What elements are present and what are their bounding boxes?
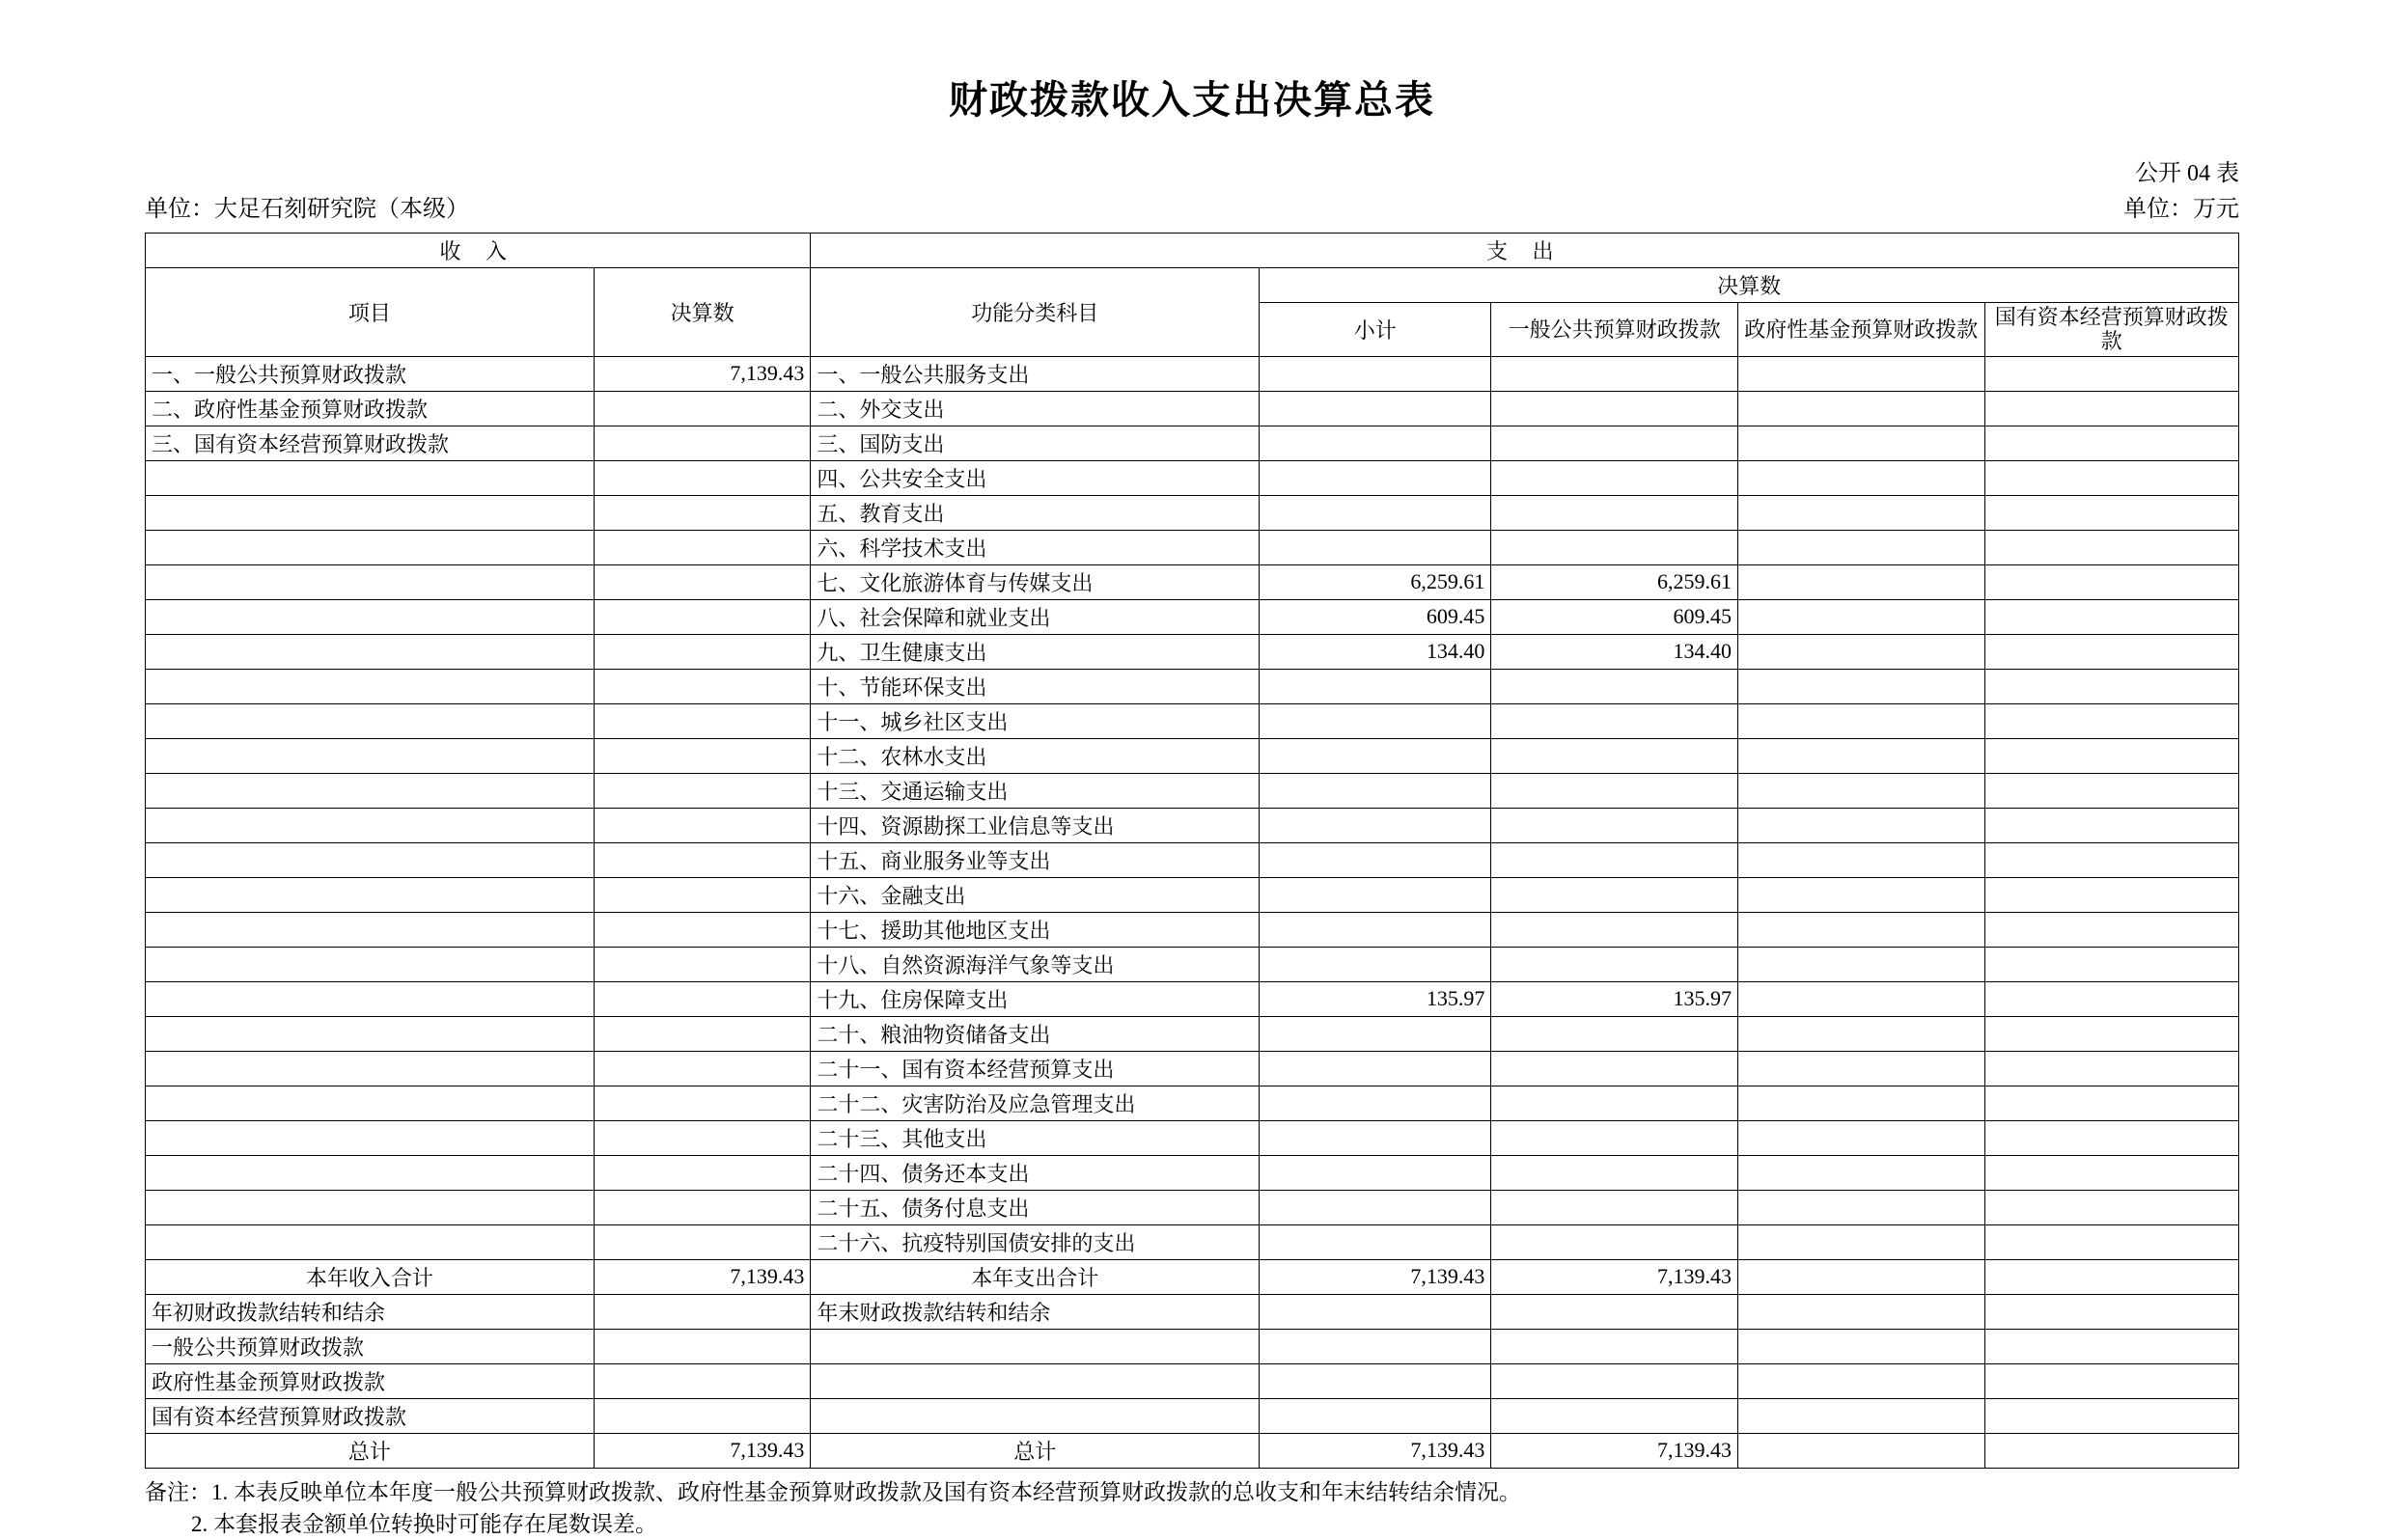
- income-item-label: 二、政府性基金预算财政拨款: [146, 391, 595, 426]
- expense-category-label: 二十二、灾害防治及应急管理支出: [811, 1086, 1260, 1120]
- expense-state-value: [1984, 564, 2238, 599]
- summary-expense-label: [811, 1329, 1260, 1363]
- expense-general-value: [1491, 460, 1738, 495]
- income-item-label: [146, 599, 595, 634]
- expense-state-value: [1984, 495, 2238, 530]
- income-item-label: [146, 634, 595, 669]
- expense-general-value: 6,259.61: [1491, 564, 1738, 599]
- expense-category-label: 二十三、其他支出: [811, 1120, 1260, 1155]
- expense-subtotal-value: [1260, 912, 1491, 947]
- expense-state-value: [1984, 912, 2238, 947]
- income-item-value: [594, 1016, 811, 1051]
- table-row: [146, 1155, 2239, 1190]
- expense-subtotal-value: 609.45: [1260, 599, 1491, 634]
- income-item-label: [146, 1051, 595, 1086]
- expense-state-value: [1984, 1190, 2238, 1224]
- income-item-label: [146, 1120, 595, 1155]
- expense-subtotal-value: 6,259.61: [1260, 564, 1491, 599]
- expense-subtotal-value: [1260, 1051, 1491, 1086]
- table-row: [146, 981, 2239, 1016]
- expense-subtotal-value: [1260, 808, 1491, 842]
- summary-state-value: [1984, 1363, 2238, 1398]
- income-item-label: 三、国有资本经营预算财政拨款: [146, 426, 595, 460]
- table-summary-row: [146, 1294, 2239, 1329]
- income-item-value: [594, 530, 811, 564]
- summary-income-label: 国有资本经营预算财政拨款: [146, 1398, 595, 1433]
- expense-general-value: [1491, 1155, 1738, 1190]
- summary-state-value: [1984, 1433, 2238, 1468]
- summary-general-value: [1491, 1329, 1738, 1363]
- page-title: 财政拨款收入支出决算总表: [949, 78, 1435, 122]
- summary-subtotal-value: 7,139.43: [1260, 1433, 1491, 1468]
- expense-general-value: [1491, 356, 1738, 391]
- header-item: 项目: [146, 268, 595, 357]
- table-summary-row: [146, 1329, 2239, 1363]
- income-item-value: [594, 981, 811, 1016]
- expense-state-value: [1984, 1016, 2238, 1051]
- expense-general-value: 134.40: [1491, 634, 1738, 669]
- expense-category-label: 十八、自然资源海洋气象等支出: [811, 947, 1260, 981]
- table-row: [146, 912, 2239, 947]
- expense-general-value: [1491, 669, 1738, 703]
- summary-subtotal-value: [1260, 1398, 1491, 1433]
- table-section-header-row: [146, 234, 2239, 268]
- table-row: [146, 773, 2239, 808]
- table-row: [146, 634, 2239, 669]
- summary-state-value: [1984, 1329, 2238, 1363]
- summary-expense-label: [811, 1398, 1260, 1433]
- summary-general-value: [1491, 1363, 1738, 1398]
- summary-subtotal-value: 7,139.43: [1260, 1259, 1491, 1294]
- table-row: [146, 530, 2239, 564]
- expense-subtotal-value: [1260, 1190, 1491, 1224]
- table-row: [146, 391, 2239, 426]
- expense-category-label: 二、外交支出: [811, 391, 1260, 426]
- table-row: [146, 808, 2239, 842]
- income-item-label: [146, 981, 595, 1016]
- income-item-label: [146, 1224, 595, 1259]
- expense-fund-value: [1737, 1190, 1984, 1224]
- expense-state-value: [1984, 1155, 2238, 1190]
- header-general-public: 一般公共预算财政拨款: [1491, 303, 1738, 357]
- expense-fund-value: [1737, 738, 1984, 773]
- expense-general-value: [1491, 1190, 1738, 1224]
- expense-fund-value: [1737, 356, 1984, 391]
- expense-state-value: [1984, 356, 2238, 391]
- financial-table: [145, 233, 2239, 1469]
- income-item-label: [146, 773, 595, 808]
- header-subtotal: 小计: [1260, 303, 1491, 357]
- expense-general-value: [1491, 391, 1738, 426]
- expense-general-value: [1491, 738, 1738, 773]
- expense-fund-value: [1737, 912, 1984, 947]
- expense-fund-value: [1737, 599, 1984, 634]
- expense-state-value: [1984, 738, 2238, 773]
- expense-category-label: 五、教育支出: [811, 495, 1260, 530]
- note-line-2: 2. 本套报表金额单位转换时可能存在尾数误差。: [191, 1511, 657, 1536]
- income-item-label: [146, 530, 595, 564]
- expense-fund-value: [1737, 703, 1984, 738]
- income-item-value: [594, 703, 811, 738]
- header-state-capital: 国有资本经营预算财政拨款: [1984, 303, 2238, 357]
- table-row: [146, 1086, 2239, 1120]
- income-item-label: [146, 669, 595, 703]
- expense-fund-value: [1737, 1016, 1984, 1051]
- income-item-label: [146, 1190, 595, 1224]
- income-item-value: [594, 495, 811, 530]
- expense-state-value: [1984, 773, 2238, 808]
- expense-general-value: [1491, 808, 1738, 842]
- expense-general-value: [1491, 703, 1738, 738]
- summary-general-value: 7,139.43: [1491, 1259, 1738, 1294]
- expense-subtotal-value: [1260, 495, 1491, 530]
- expense-category-label: 十二、农林水支出: [811, 738, 1260, 773]
- expense-fund-value: [1737, 634, 1984, 669]
- expense-category-label: 十五、商业服务业等支出: [811, 842, 1260, 877]
- table-row: [146, 426, 2239, 460]
- expense-general-value: [1491, 912, 1738, 947]
- expense-subtotal-value: [1260, 1155, 1491, 1190]
- table-row: [146, 495, 2239, 530]
- income-item-label: [146, 460, 595, 495]
- summary-income-value: [594, 1398, 811, 1433]
- expense-category-label: 十、节能环保支出: [811, 669, 1260, 703]
- expense-fund-value: [1737, 426, 1984, 460]
- expense-subtotal-value: 135.97: [1260, 981, 1491, 1016]
- expense-fund-value: [1737, 564, 1984, 599]
- summary-expense-label: [811, 1363, 1260, 1398]
- expense-subtotal-value: [1260, 669, 1491, 703]
- table-row: [146, 877, 2239, 912]
- expense-general-value: [1491, 530, 1738, 564]
- summary-income-value: [594, 1294, 811, 1329]
- expense-subtotal-value: [1260, 703, 1491, 738]
- table-row: [146, 599, 2239, 634]
- header-gov-fund: 政府性基金预算财政拨款: [1737, 303, 1984, 357]
- expense-general-value: [1491, 1086, 1738, 1120]
- expense-category-label: 八、社会保障和就业支出: [811, 599, 1260, 634]
- summary-general-value: [1491, 1398, 1738, 1433]
- expense-category-label: 三、国防支出: [811, 426, 1260, 460]
- income-item-value: [594, 391, 811, 426]
- income-item-label: [146, 1016, 595, 1051]
- income-item-value: [594, 912, 811, 947]
- table-row: [146, 842, 2239, 877]
- summary-income-label: 年初财政拨款结转和结余: [146, 1294, 595, 1329]
- expense-fund-value: [1737, 773, 1984, 808]
- income-item-value: [594, 1155, 811, 1190]
- expense-general-value: [1491, 947, 1738, 981]
- income-item-label: [146, 703, 595, 738]
- summary-expense-label: 本年支出合计: [811, 1259, 1260, 1294]
- income-item-value: [594, 947, 811, 981]
- income-item-value: [594, 426, 811, 460]
- summary-fund-value: [1737, 1363, 1984, 1398]
- income-item-label: [146, 842, 595, 877]
- summary-income-label: 一般公共预算财政拨款: [146, 1329, 595, 1363]
- income-item-value: [594, 842, 811, 877]
- expense-state-value: [1984, 877, 2238, 912]
- expense-general-value: 135.97: [1491, 981, 1738, 1016]
- expense-subtotal-value: [1260, 530, 1491, 564]
- expense-general-value: [1491, 773, 1738, 808]
- expense-state-value: [1984, 391, 2238, 426]
- income-item-label: [146, 1086, 595, 1120]
- expense-category-label: 二十一、国有资本经营预算支出: [811, 1051, 1260, 1086]
- summary-general-value: 7,139.43: [1491, 1433, 1738, 1468]
- income-item-value: [594, 634, 811, 669]
- expense-state-value: [1984, 426, 2238, 460]
- income-item-label: [146, 947, 595, 981]
- table-row: [146, 703, 2239, 738]
- expense-category-label: 四、公共安全支出: [811, 460, 1260, 495]
- sheet-number: 公开 04 表: [2135, 161, 2239, 186]
- expense-subtotal-value: [1260, 391, 1491, 426]
- table-header-row-1: [146, 268, 2239, 303]
- table-row: [146, 1190, 2239, 1224]
- expense-fund-value: [1737, 1224, 1984, 1259]
- expense-subtotal-value: [1260, 356, 1491, 391]
- income-item-value: [594, 738, 811, 773]
- income-item-label: [146, 564, 595, 599]
- income-item-label: [146, 1155, 595, 1190]
- expense-category-label: 二十、粮油物资储备支出: [811, 1016, 1260, 1051]
- expense-subtotal-value: [1260, 426, 1491, 460]
- unit-name: 单位：大足石刻研究院（本级）: [145, 197, 469, 222]
- expense-state-value: [1984, 947, 2238, 981]
- summary-income-label: 政府性基金预算财政拨款: [146, 1363, 595, 1398]
- summary-income-label: 总计: [146, 1433, 595, 1468]
- income-item-label: [146, 877, 595, 912]
- income-item-value: [594, 1190, 811, 1224]
- summary-expense-label: 年末财政拨款结转和结余: [811, 1294, 1260, 1329]
- income-item-value: [594, 1051, 811, 1086]
- expense-state-value: [1984, 1120, 2238, 1155]
- table-row: [146, 947, 2239, 981]
- income-item-value: [594, 1120, 811, 1155]
- expense-subtotal-value: [1260, 1224, 1491, 1259]
- table-row: [146, 356, 2239, 391]
- income-item-label: [146, 808, 595, 842]
- table-row: [146, 564, 2239, 599]
- header-final-amount-group: 决算数: [1260, 268, 2239, 303]
- income-item-label: [146, 495, 595, 530]
- summary-state-value: [1984, 1398, 2238, 1433]
- table-summary-row: [146, 1259, 2239, 1294]
- expense-category-label: 十九、住房保障支出: [811, 981, 1260, 1016]
- expense-category-label: 七、文化旅游体育与传媒支出: [811, 564, 1260, 599]
- expense-category-label: 二十六、抗疫特别国债安排的支出: [811, 1224, 1260, 1259]
- expense-fund-value: [1737, 460, 1984, 495]
- expense-general-value: [1491, 1016, 1738, 1051]
- income-item-label: [146, 738, 595, 773]
- summary-income-value: [594, 1363, 811, 1398]
- summary-fund-value: [1737, 1294, 1984, 1329]
- expense-fund-value: [1737, 1155, 1984, 1190]
- table-row: [146, 1016, 2239, 1051]
- section-income-header: 收 入: [146, 234, 811, 268]
- summary-income-value: 7,139.43: [594, 1259, 811, 1294]
- expense-fund-value: [1737, 530, 1984, 564]
- expense-subtotal-value: [1260, 1016, 1491, 1051]
- summary-income-value: [594, 1329, 811, 1363]
- table-row: [146, 669, 2239, 703]
- expense-category-label: 十三、交通运输支出: [811, 773, 1260, 808]
- income-item-value: [594, 599, 811, 634]
- expense-state-value: [1984, 981, 2238, 1016]
- summary-fund-value: [1737, 1259, 1984, 1294]
- expense-subtotal-value: [1260, 738, 1491, 773]
- expense-subtotal-value: 134.40: [1260, 634, 1491, 669]
- expense-category-label: 二十四、债务还本支出: [811, 1155, 1260, 1190]
- expense-category-label: 六、科学技术支出: [811, 530, 1260, 564]
- expense-general-value: [1491, 842, 1738, 877]
- expense-fund-value: [1737, 981, 1984, 1016]
- expense-general-value: [1491, 1224, 1738, 1259]
- expense-subtotal-value: [1260, 947, 1491, 981]
- expense-general-value: [1491, 1051, 1738, 1086]
- expense-general-value: [1491, 877, 1738, 912]
- expense-fund-value: [1737, 1086, 1984, 1120]
- expense-category-label: 一、一般公共服务支出: [811, 356, 1260, 391]
- summary-subtotal-value: [1260, 1294, 1491, 1329]
- expense-fund-value: [1737, 947, 1984, 981]
- expense-state-value: [1984, 634, 2238, 669]
- expense-category-label: 十七、援助其他地区支出: [811, 912, 1260, 947]
- summary-state-value: [1984, 1259, 2238, 1294]
- notes: [145, 1476, 2239, 1540]
- header-final-amount: 决算数: [594, 268, 811, 357]
- summary-subtotal-value: [1260, 1363, 1491, 1398]
- expense-fund-value: [1737, 1051, 1984, 1086]
- expense-state-value: [1984, 1224, 2238, 1259]
- income-item-value: [594, 877, 811, 912]
- expense-subtotal-value: [1260, 773, 1491, 808]
- expense-category-label: 九、卫生健康支出: [811, 634, 1260, 669]
- expense-subtotal-value: [1260, 842, 1491, 877]
- expense-subtotal-value: [1260, 1120, 1491, 1155]
- expense-subtotal-value: [1260, 877, 1491, 912]
- income-item-value: [594, 669, 811, 703]
- header-function-category: 功能分类科目: [811, 268, 1260, 357]
- income-item-value: [594, 460, 811, 495]
- summary-subtotal-value: [1260, 1329, 1491, 1363]
- note-line-1: 备注：1. 本表反映单位本年度一般公共预算财政拨款、政府性基金预算财政拨款及国有资本经营预算财政拨款的总收支和年末结转结余情况。: [145, 1479, 1521, 1504]
- income-item-label: [146, 912, 595, 947]
- expense-subtotal-value: [1260, 460, 1491, 495]
- table-summary-row: [146, 1363, 2239, 1398]
- expense-fund-value: [1737, 495, 1984, 530]
- table-row: [146, 1051, 2239, 1086]
- expense-general-value: 609.45: [1491, 599, 1738, 634]
- expense-state-value: [1984, 669, 2238, 703]
- expense-state-value: [1984, 808, 2238, 842]
- income-item-value: [594, 564, 811, 599]
- expense-category-label: 十四、资源勘探工业信息等支出: [811, 808, 1260, 842]
- expense-state-value: [1984, 842, 2238, 877]
- summary-fund-value: [1737, 1433, 1984, 1468]
- summary-fund-value: [1737, 1329, 1984, 1363]
- section-expense-header: 支 出: [811, 234, 2239, 268]
- expense-state-value: [1984, 1051, 2238, 1086]
- expense-subtotal-value: [1260, 1086, 1491, 1120]
- table-row: [146, 1224, 2239, 1259]
- table-row: [146, 738, 2239, 773]
- expense-general-value: [1491, 1120, 1738, 1155]
- summary-income-value: 7,139.43: [594, 1433, 811, 1468]
- income-item-label: 一、一般公共预算财政拨款: [146, 356, 595, 391]
- income-item-value: 7,139.43: [594, 356, 811, 391]
- summary-general-value: [1491, 1294, 1738, 1329]
- expense-state-value: [1984, 460, 2238, 495]
- table-summary-row: [146, 1398, 2239, 1433]
- meta-row: [145, 189, 2239, 223]
- expense-fund-value: [1737, 391, 1984, 426]
- expense-fund-value: [1737, 1120, 1984, 1155]
- summary-fund-value: [1737, 1398, 1984, 1433]
- income-item-value: [594, 1224, 811, 1259]
- expense-fund-value: [1737, 877, 1984, 912]
- income-item-value: [594, 1086, 811, 1120]
- expense-state-value: [1984, 530, 2238, 564]
- expense-category-label: 二十五、债务付息支出: [811, 1190, 1260, 1224]
- summary-income-label: 本年收入合计: [146, 1259, 595, 1294]
- expense-state-value: [1984, 703, 2238, 738]
- expense-fund-value: [1737, 842, 1984, 877]
- summary-expense-label: 总计: [811, 1433, 1260, 1468]
- expense-category-label: 十六、金融支出: [811, 877, 1260, 912]
- income-item-value: [594, 773, 811, 808]
- expense-general-value: [1491, 495, 1738, 530]
- income-item-value: [594, 808, 811, 842]
- table-summary-row: [146, 1433, 2239, 1468]
- expense-state-value: [1984, 599, 2238, 634]
- expense-general-value: [1491, 426, 1738, 460]
- table-row: [146, 1120, 2239, 1155]
- expense-category-label: 十一、城乡社区支出: [811, 703, 1260, 738]
- table-row: [146, 460, 2239, 495]
- summary-state-value: [1984, 1294, 2238, 1329]
- unit-amount: 单位：万元: [2123, 197, 2239, 222]
- expense-fund-value: [1737, 669, 1984, 703]
- expense-fund-value: [1737, 808, 1984, 842]
- expense-state-value: [1984, 1086, 2238, 1120]
